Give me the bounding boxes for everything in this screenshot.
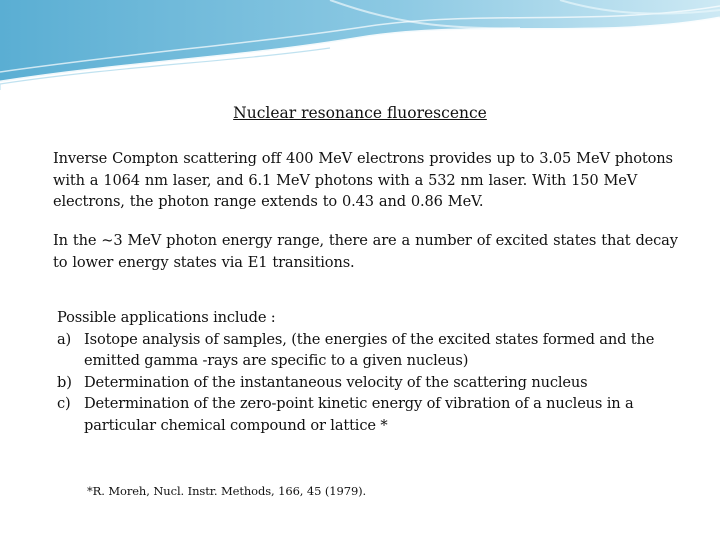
applications-intro: Possible applications include : <box>57 309 276 326</box>
list-item <box>57 372 697 394</box>
list-item-text: Determination of the zero-point kinetic energy of vibration of a nucleus in a particular chemical compound or lattice * <box>84 395 634 434</box>
decorative-wave-banner <box>0 0 720 90</box>
list-marker: c) <box>57 395 71 412</box>
list-item <box>57 393 697 436</box>
list-marker: a) <box>57 330 72 348</box>
list-item <box>57 329 697 372</box>
paragraph-excited-states: In the ~3 MeV photon energy range, there are a number of excited states that decay to lower energy states via E1 transitions. <box>53 232 678 271</box>
footnote-reference: *R. Moreh, Nucl. Instr. Methods, 166, 45 (1979). <box>87 484 367 498</box>
applications-section <box>57 307 697 436</box>
list-marker: b) <box>57 373 72 391</box>
paragraph-compton-scattering: Inverse Compton scattering off 400 MeV electrons provides up to 3.05 MeV photons with a 1064 nm laser, and 6.1 MeV photons with a 532 nm laser. With 150 MeV electrons, the photon range extends to 0.43 and 0.86 MeV. <box>53 150 673 210</box>
slide-title: Nuclear resonance fluorescence <box>233 104 487 122</box>
applications-list <box>57 329 697 437</box>
list-item-text: Determination of the instantaneous velocity of the scattering nucleus <box>84 373 588 391</box>
list-item-text: Isotope analysis of samples, (the energies of the excited states formed and the emitted gamma -rays are specific to a given nucleus) <box>84 330 655 369</box>
